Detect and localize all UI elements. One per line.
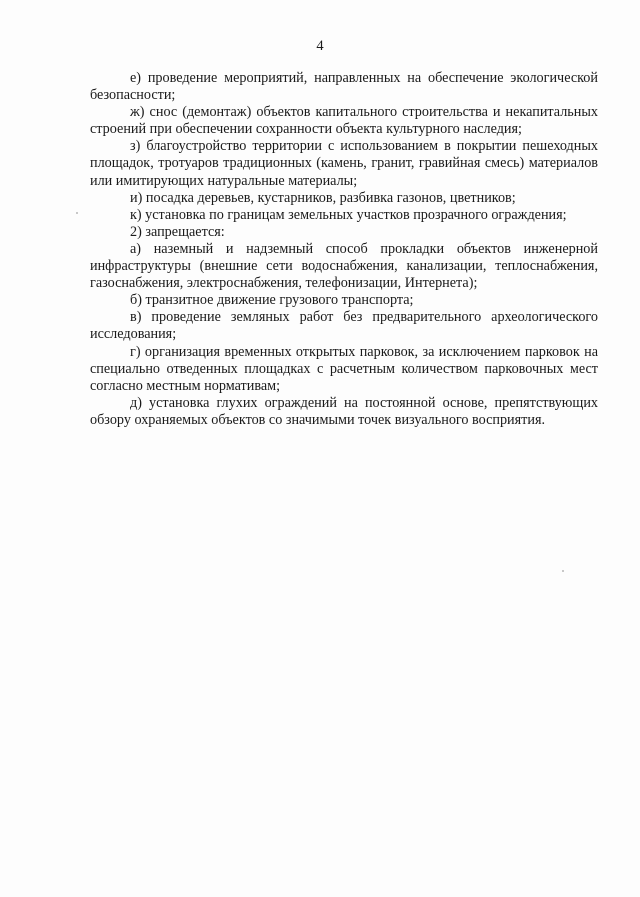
paragraph-z: з) благоустройство территории с использованием в покрытии пешеходных площадок, тротуаров традиционных (камень, гранит, гравийная смесь) материалов или имитирующих натуральные материалы; [90,138,598,189]
paragraph-prohibited-heading: 2) запрещается: [130,223,225,240]
paragraph-i: и) посадка деревьев, кустарников, разбивка газонов, цветников; [130,189,516,206]
paragraph-e: е) проведение мероприятий, направленных на обеспечение экологической безопасности; [90,70,598,104]
paragraph-k: к) установка по границам земельных участков прозрачного ограждения; [130,206,567,223]
paragraph-g: г) организация временных открытых парковок, за исключением парковок на специально отведенных площадках с расчетным количеством парковочных мест согласно местным нормативам; [90,343,598,394]
scan-speck [76,212,78,214]
page-number: 4 [316,38,324,54]
document-body [90,70,598,429]
paragraph-v: в) проведение земляных работ без предварительного археологического исследования; [90,309,598,343]
scan-speck [562,570,564,572]
paragraph-a: а) наземный и надземный способ прокладки объектов инженерной инфраструктуры (внешние сети водоснабжения, канализации, теплоснабжения, газоснабжения, электроснабжения, телефонизации, Интернета); [90,240,598,292]
paragraph-zh: ж) снос (демонтаж) объектов капитального строительства и некапитальных строений при обеспечении сохранности объекта культурного наследия; [90,104,598,138]
paragraph-d: д) установка глухих ограждений на постоянной основе, препятствующих обзору охраняемых объектов со значимыми точек визуального восприятия. [90,394,598,428]
paragraph-b: б) транзитное движение грузового транспорта; [130,292,414,309]
